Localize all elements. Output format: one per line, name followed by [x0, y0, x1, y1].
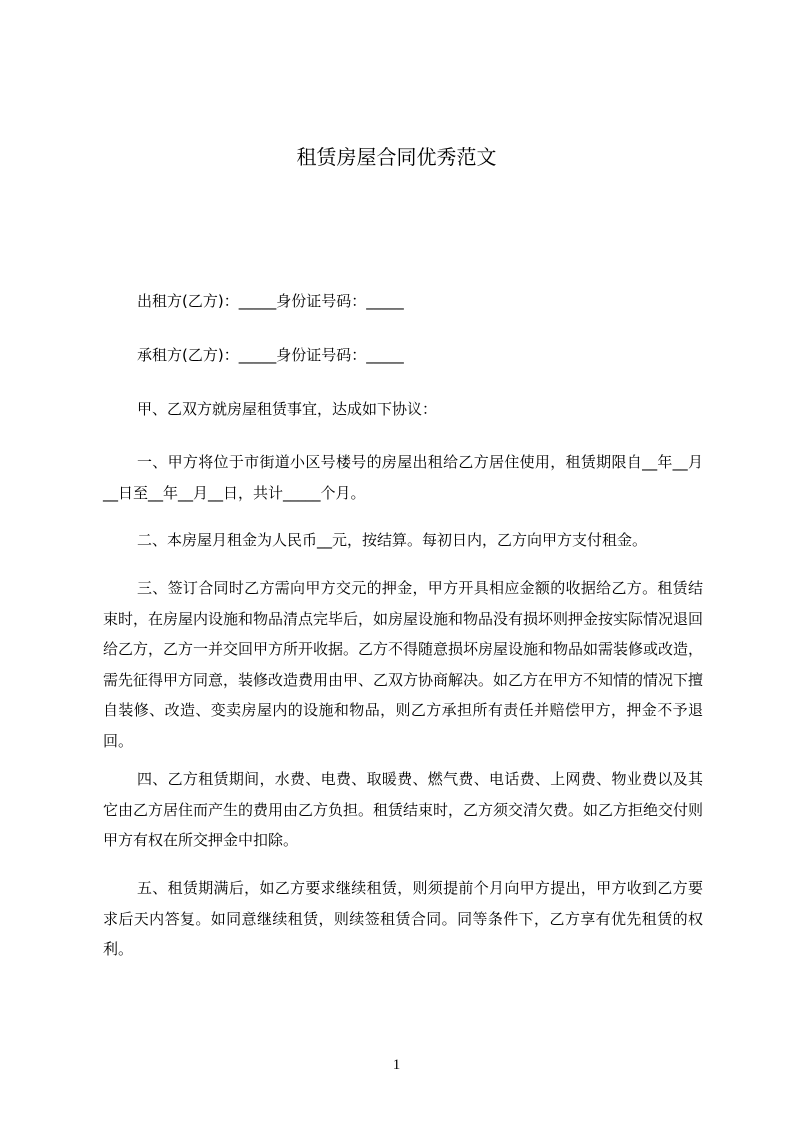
clause-4: 四、乙方租赁期间，水费、电费、取暖费、燃气费、电话费、上网费、物业费以及其它由乙方居住而产生的费用由乙方负担。租赁结束时，乙方须交清欠费。如乙方拒绝交付则甲方有权在所交押金中扣除。 [103, 770, 704, 849]
clause-5: 五、租赁期满后，如乙方要求继续租赁，则须提前个月向甲方提出，甲方收到乙方要求后天内答复。如同意继续租赁，则续签租赁合同。同等条件下，乙方享有优先租赁的权利。 [103, 879, 703, 958]
lessor-line: 出租方(乙方)：_____身份证号码：_____ [137, 292, 404, 310]
clause-3: 三、签订合同时乙方需向甲方交元的押金，甲方开具相应金额的收据给乙方。租赁结束时，在房屋内设施和物品清点完毕后，如房屋设施和物品没有损坏则押金按实际情况退回给乙方，乙方一并交回甲方所开收据。乙方不得随意损坏房屋设施和物品如需装修或改造，需先征得甲方同意，装修改造费用由甲、乙双方协商解决。如乙方在甲方不知情的情况下擅自装修、改造、变卖房屋内的设施和物品，则乙方承担所有责任并赔偿甲方，押金不予退回。 [103, 579, 704, 750]
document-title: 租赁房屋合同优秀范文 [296, 145, 497, 169]
agreement-intro: 甲、乙双方就房屋租赁事宜，达成如下协议： [137, 400, 438, 418]
lessee-line: 承租方(乙方)：_____身份证号码：_____ [137, 346, 404, 364]
clause-1: 一、甲方将位于市街道小区号楼号的房屋出租给乙方居住使用，租赁期限自__年__月__日至__年__月__日，共计_____个月。 [103, 453, 703, 502]
page-number: 1 [392, 1057, 401, 1073]
clause-2: 二、本房屋月租金为人民币__元，按结算。每初日内，乙方向甲方支付租金。 [137, 531, 648, 549]
